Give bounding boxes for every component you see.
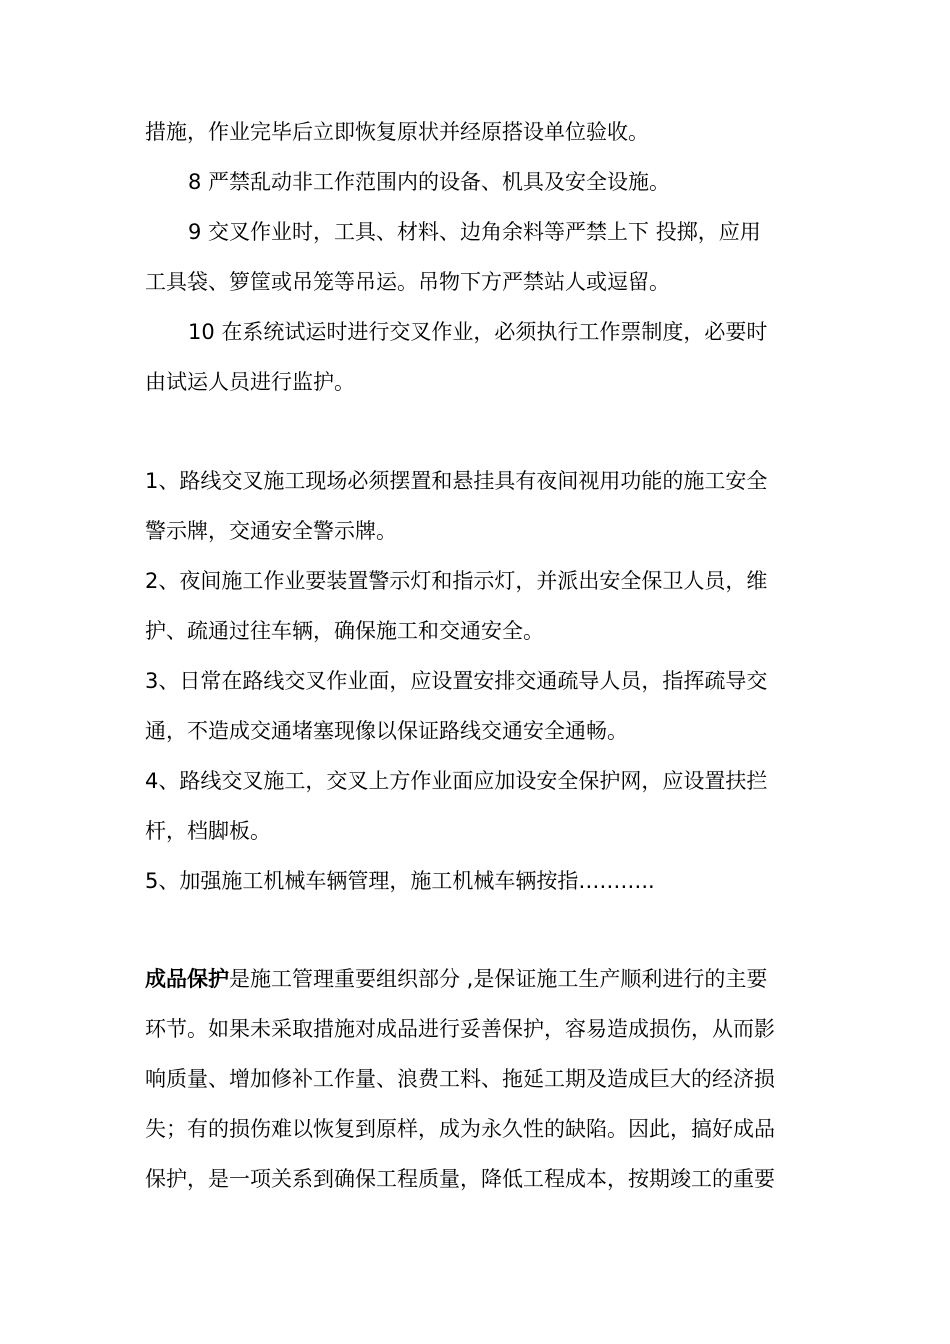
paragraph-line: 由试运人员进行监护。 — [145, 370, 355, 394]
list-item-line: 3、日常在路线交叉作业面，应设置安排交通疏导人员，指挥疏导交 — [145, 669, 768, 693]
list-item-line: 护、疏通过往车辆，确保施工和交通安全。 — [145, 619, 544, 643]
paragraph-line: 响质量、增加修补工作量、浪费工料、拖延工期及造成巨大的经济损 — [145, 1067, 775, 1091]
paragraph-line: 8 严禁乱动非工作范围内的设备、机具及安全设施。 — [188, 170, 671, 194]
list-item-line: 1、路线交叉施工现场必须摆置和悬挂具有夜间视用功能的施工安全 — [145, 469, 768, 493]
paragraph-line — [145, 964, 815, 994]
paragraph-line: 10 在系统试运时进行交叉作业，必须执行工作票制度，必要时 — [188, 320, 768, 344]
list-item-line: 警示牌，交通安全警示牌。 — [145, 519, 397, 543]
bold-lead-term: 成品保护 — [145, 967, 229, 991]
paragraph-line: 失；有的损伤难以恢复到原样，成为永久性的缺陷。因此，搞好成品 — [145, 1117, 775, 1141]
lead-line-rest: 是施工管理重要组织部分 ,是保证施工生产顺利进行的主要 — [229, 967, 768, 991]
list-item-line: 5、加强施工机械车辆管理，施工机械车辆按指……….. — [145, 869, 655, 893]
list-item-line: 4、路线交叉施工，交叉上方作业面应加设安全保护网，应设置扶拦 — [145, 769, 768, 793]
paragraph-line: 9 交叉作业时，工具、材料、边角余料等严禁上下 投掷，应用 — [188, 220, 761, 244]
list-item-line: 杆，档脚板。 — [145, 819, 271, 843]
paragraph-line: 环节。如果未采取措施对成品进行妥善保护，容易造成损伤，从而影 — [145, 1017, 775, 1041]
paragraph-line: 措施，作业完毕后立即恢复原状并经原搭设单位验收。 — [145, 120, 649, 144]
paragraph-line: 工具袋、箩筐或吊笼等吊运。吊物下方严禁站人或逗留。 — [145, 270, 670, 294]
paragraph-line: 保护，是一项关系到确保工程质量，降低工程成本，按期竣工的重要 — [145, 1167, 775, 1191]
list-item-line: 通，不造成交通堵塞现像以保证路线交通安全通畅。 — [145, 719, 628, 743]
list-item-line: 2、夜间施工作业要装置警示灯和指示灯，并派出安全保卫人员，维 — [145, 569, 768, 593]
